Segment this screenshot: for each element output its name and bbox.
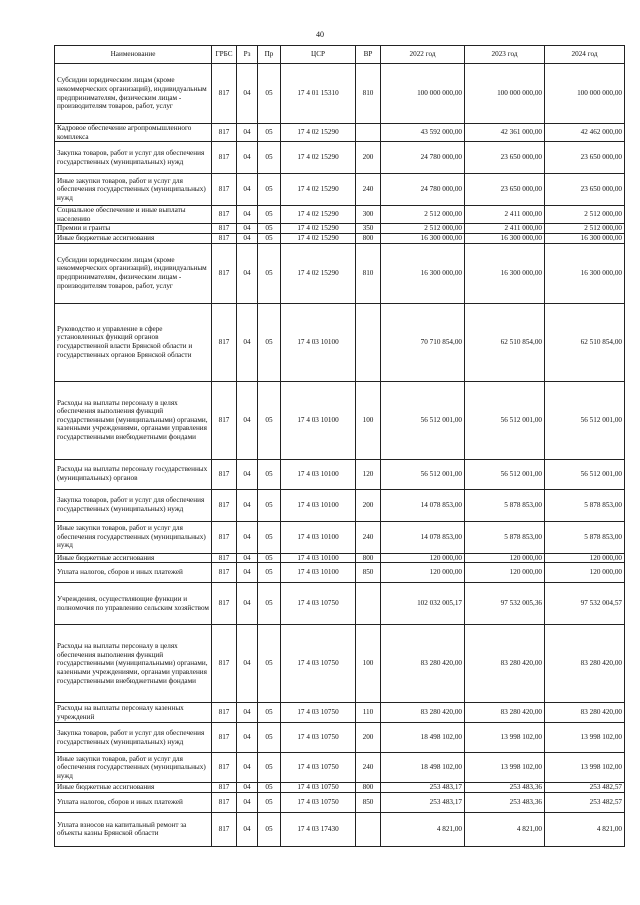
cell-vr bbox=[356, 124, 381, 142]
cell-y2022: 16 300 000,00 bbox=[381, 233, 465, 243]
cell-pr: 05 bbox=[258, 703, 281, 723]
cell-csr: 17 4 03 10100 bbox=[281, 489, 356, 521]
cell-name: Уплата налогов, сборов и иных платежей bbox=[55, 563, 212, 583]
table-row bbox=[55, 553, 625, 563]
cell-pr: 05 bbox=[258, 233, 281, 243]
cell-vr bbox=[356, 303, 381, 381]
cell-pr: 05 bbox=[258, 303, 281, 381]
cell-y2022: 4 821,00 bbox=[381, 812, 465, 846]
cell-pr: 05 bbox=[258, 783, 281, 793]
table-row bbox=[55, 792, 625, 812]
cell-name: Субсидии юридическим лицам (кроме некоммерческих организаций), индивидуальным предпринимателям, физическим лицам - производителям товаров, работ, услуг bbox=[55, 243, 212, 303]
cell-vr: 110 bbox=[356, 703, 381, 723]
cell-rz: 04 bbox=[237, 792, 258, 812]
cell-name: Иные бюджетные ассигнования bbox=[55, 553, 212, 563]
cell-name: Субсидии юридическим лицам (кроме некоммерческих организаций), индивидуальным предпринимателям, физическим лицам - производителям товаров, работ, услуг bbox=[55, 64, 212, 124]
cell-pr: 05 bbox=[258, 521, 281, 553]
cell-csr: 17 4 03 10100 bbox=[281, 521, 356, 553]
cell-y2023: 5 878 853,00 bbox=[465, 489, 545, 521]
header-2022: 2022 год bbox=[381, 46, 465, 64]
cell-vr: 120 bbox=[356, 459, 381, 489]
cell-pr: 05 bbox=[258, 64, 281, 124]
cell-grbs: 817 bbox=[212, 553, 237, 563]
cell-csr: 17 4 03 10100 bbox=[281, 381, 356, 459]
cell-pr: 05 bbox=[258, 124, 281, 142]
cell-rz: 04 bbox=[237, 64, 258, 124]
cell-rz: 04 bbox=[237, 521, 258, 553]
cell-name: Расходы на выплаты персоналу казенных учреждений bbox=[55, 703, 212, 723]
cell-y2022: 83 280 420,00 bbox=[381, 625, 465, 703]
cell-y2023: 83 280 420,00 bbox=[465, 703, 545, 723]
cell-grbs: 817 bbox=[212, 625, 237, 703]
cell-y2022: 18 498 102,00 bbox=[381, 723, 465, 753]
cell-csr: 17 4 01 15310 bbox=[281, 64, 356, 124]
cell-rz: 04 bbox=[237, 625, 258, 703]
cell-y2024: 16 300 000,00 bbox=[545, 243, 625, 303]
cell-vr: 350 bbox=[356, 224, 381, 234]
table-row bbox=[55, 206, 625, 224]
cell-y2022: 56 512 001,00 bbox=[381, 459, 465, 489]
cell-y2024: 5 878 853,00 bbox=[545, 489, 625, 521]
cell-y2022: 14 078 853,00 bbox=[381, 489, 465, 521]
cell-csr: 17 4 03 10100 bbox=[281, 563, 356, 583]
cell-rz: 04 bbox=[237, 812, 258, 846]
cell-y2022: 2 512 000,00 bbox=[381, 206, 465, 224]
cell-name: Иные бюджетные ассигнования bbox=[55, 783, 212, 793]
cell-pr: 05 bbox=[258, 142, 281, 174]
cell-y2022: 18 498 102,00 bbox=[381, 753, 465, 783]
cell-csr: 17 4 03 10100 bbox=[281, 303, 356, 381]
page-number: 40 bbox=[316, 30, 324, 39]
table-row bbox=[55, 381, 625, 459]
table-row bbox=[55, 303, 625, 381]
cell-vr: 200 bbox=[356, 723, 381, 753]
cell-y2023: 120 000,00 bbox=[465, 563, 545, 583]
cell-name: Руководство и управление в сфере установленных функций органов государственной власти Брянской области и государственных органов Брянской области bbox=[55, 303, 212, 381]
cell-name: Расходы на выплаты персоналу государственных (муниципальных) органов bbox=[55, 459, 212, 489]
table-row bbox=[55, 489, 625, 521]
cell-csr: 17 4 03 10750 bbox=[281, 753, 356, 783]
cell-y2022: 83 280 420,00 bbox=[381, 703, 465, 723]
cell-rz: 04 bbox=[237, 243, 258, 303]
cell-name: Иные закупки товаров, работ и услуг для обеспечения государственных (муниципальных) нужд bbox=[55, 521, 212, 553]
cell-y2022: 24 780 000,00 bbox=[381, 174, 465, 206]
cell-rz: 04 bbox=[237, 124, 258, 142]
cell-pr: 05 bbox=[258, 792, 281, 812]
cell-pr: 05 bbox=[258, 723, 281, 753]
cell-pr: 05 bbox=[258, 583, 281, 625]
table-row bbox=[55, 124, 625, 142]
cell-y2024: 100 000 000,00 bbox=[545, 64, 625, 124]
cell-grbs: 817 bbox=[212, 583, 237, 625]
cell-y2023: 5 878 853,00 bbox=[465, 521, 545, 553]
cell-name: Учреждения, осуществляющие функции и полномочия по управлению сельским хозяйством bbox=[55, 583, 212, 625]
header-pr: Пр bbox=[258, 46, 281, 64]
table-row bbox=[55, 243, 625, 303]
cell-y2024: 120 000,00 bbox=[545, 563, 625, 583]
cell-y2022: 120 000,00 bbox=[381, 553, 465, 563]
cell-y2024: 120 000,00 bbox=[545, 553, 625, 563]
cell-y2023: 23 650 000,00 bbox=[465, 174, 545, 206]
cell-y2024: 13 998 102,00 bbox=[545, 723, 625, 753]
cell-vr: 800 bbox=[356, 553, 381, 563]
cell-grbs: 817 bbox=[212, 206, 237, 224]
cell-y2023: 2 411 000,00 bbox=[465, 206, 545, 224]
cell-pr: 05 bbox=[258, 625, 281, 703]
cell-y2023: 16 300 000,00 bbox=[465, 233, 545, 243]
cell-name: Иные закупки товаров, работ и услуг для обеспечения государственных (муниципальных) нужд bbox=[55, 753, 212, 783]
cell-csr: 17 4 02 15290 bbox=[281, 174, 356, 206]
cell-y2022: 102 032 005,17 bbox=[381, 583, 465, 625]
cell-grbs: 817 bbox=[212, 792, 237, 812]
cell-csr: 17 4 02 15290 bbox=[281, 142, 356, 174]
cell-rz: 04 bbox=[237, 142, 258, 174]
cell-y2022: 100 000 000,00 bbox=[381, 64, 465, 124]
cell-rz: 04 bbox=[237, 703, 258, 723]
cell-rz: 04 bbox=[237, 783, 258, 793]
cell-y2023: 56 512 001,00 bbox=[465, 381, 545, 459]
cell-y2023: 253 483,36 bbox=[465, 783, 545, 793]
cell-rz: 04 bbox=[237, 174, 258, 206]
cell-name: Премии и гранты bbox=[55, 224, 212, 234]
cell-csr: 17 4 02 15290 bbox=[281, 233, 356, 243]
cell-y2023: 62 510 854,00 bbox=[465, 303, 545, 381]
cell-y2023: 100 000 000,00 bbox=[465, 64, 545, 124]
cell-rz: 04 bbox=[237, 459, 258, 489]
cell-rz: 04 bbox=[237, 381, 258, 459]
cell-vr: 800 bbox=[356, 233, 381, 243]
cell-y2022: 70 710 854,00 bbox=[381, 303, 465, 381]
cell-grbs: 817 bbox=[212, 224, 237, 234]
cell-y2024: 13 998 102,00 bbox=[545, 753, 625, 783]
cell-pr: 05 bbox=[258, 174, 281, 206]
cell-vr bbox=[356, 583, 381, 625]
cell-y2024: 56 512 001,00 bbox=[545, 381, 625, 459]
cell-y2023: 4 821,00 bbox=[465, 812, 545, 846]
cell-csr: 17 4 03 10750 bbox=[281, 583, 356, 625]
cell-csr: 17 4 03 10100 bbox=[281, 459, 356, 489]
cell-rz: 04 bbox=[237, 753, 258, 783]
cell-y2024: 253 482,57 bbox=[545, 783, 625, 793]
cell-y2023: 13 998 102,00 bbox=[465, 723, 545, 753]
cell-rz: 04 bbox=[237, 723, 258, 753]
table-row bbox=[55, 233, 625, 243]
cell-grbs: 817 bbox=[212, 521, 237, 553]
cell-csr: 17 4 03 10750 bbox=[281, 792, 356, 812]
cell-y2022: 56 512 001,00 bbox=[381, 381, 465, 459]
cell-vr: 100 bbox=[356, 381, 381, 459]
cell-rz: 04 bbox=[237, 233, 258, 243]
cell-vr: 200 bbox=[356, 142, 381, 174]
cell-y2024: 2 512 000,00 bbox=[545, 224, 625, 234]
cell-grbs: 817 bbox=[212, 703, 237, 723]
cell-vr bbox=[356, 812, 381, 846]
cell-name: Кадровое обеспечение агропромышленного комплекса bbox=[55, 124, 212, 142]
table-row bbox=[55, 703, 625, 723]
cell-name: Уплата взносов на капитальный ремонт за объекты казны Брянской области bbox=[55, 812, 212, 846]
cell-y2023: 83 280 420,00 bbox=[465, 625, 545, 703]
cell-y2023: 120 000,00 bbox=[465, 553, 545, 563]
cell-name: Закупка товаров, работ и услуг для обеспечения государственных (муниципальных) нужд bbox=[55, 142, 212, 174]
cell-grbs: 817 bbox=[212, 381, 237, 459]
cell-vr: 100 bbox=[356, 625, 381, 703]
header-2024: 2024 год bbox=[545, 46, 625, 64]
cell-rz: 04 bbox=[237, 553, 258, 563]
cell-y2023: 16 300 000,00 bbox=[465, 243, 545, 303]
table-row bbox=[55, 783, 625, 793]
cell-y2022: 24 780 000,00 bbox=[381, 142, 465, 174]
cell-y2023: 253 483,36 bbox=[465, 792, 545, 812]
cell-csr: 17 4 03 10750 bbox=[281, 723, 356, 753]
cell-pr: 05 bbox=[258, 553, 281, 563]
table-row bbox=[55, 142, 625, 174]
cell-vr: 810 bbox=[356, 243, 381, 303]
cell-y2022: 14 078 853,00 bbox=[381, 521, 465, 553]
cell-y2024: 2 512 000,00 bbox=[545, 206, 625, 224]
cell-y2023: 42 361 000,00 bbox=[465, 124, 545, 142]
header-rz: Рз bbox=[237, 46, 258, 64]
table-row bbox=[55, 563, 625, 583]
table-row bbox=[55, 64, 625, 124]
cell-grbs: 817 bbox=[212, 124, 237, 142]
table-row bbox=[55, 521, 625, 553]
cell-vr: 240 bbox=[356, 174, 381, 206]
cell-rz: 04 bbox=[237, 489, 258, 521]
cell-y2024: 23 650 000,00 bbox=[545, 142, 625, 174]
cell-csr: 17 4 02 15290 bbox=[281, 206, 356, 224]
cell-name: Иные закупки товаров, работ и услуг для обеспечения государственных (муниципальных) нужд bbox=[55, 174, 212, 206]
table-row bbox=[55, 174, 625, 206]
cell-vr: 200 bbox=[356, 489, 381, 521]
cell-y2024: 97 532 004,57 bbox=[545, 583, 625, 625]
table-row bbox=[55, 625, 625, 703]
cell-grbs: 817 bbox=[212, 459, 237, 489]
cell-pr: 05 bbox=[258, 459, 281, 489]
cell-grbs: 817 bbox=[212, 489, 237, 521]
cell-y2024: 83 280 420,00 bbox=[545, 703, 625, 723]
cell-csr: 17 4 03 10750 bbox=[281, 703, 356, 723]
cell-name: Закупка товаров, работ и услуг для обеспечения государственных (муниципальных) нужд bbox=[55, 489, 212, 521]
cell-name: Закупка товаров, работ и услуг для обеспечения государственных (муниципальных) нужд bbox=[55, 723, 212, 753]
table-row bbox=[55, 753, 625, 783]
cell-grbs: 817 bbox=[212, 783, 237, 793]
cell-y2024: 83 280 420,00 bbox=[545, 625, 625, 703]
cell-y2024: 253 482,57 bbox=[545, 792, 625, 812]
cell-rz: 04 bbox=[237, 563, 258, 583]
header-grbs: ГРБС bbox=[212, 46, 237, 64]
cell-rz: 04 bbox=[237, 206, 258, 224]
cell-pr: 05 bbox=[258, 243, 281, 303]
cell-pr: 05 bbox=[258, 206, 281, 224]
cell-y2023: 97 532 005,36 bbox=[465, 583, 545, 625]
cell-csr: 17 4 03 10750 bbox=[281, 783, 356, 793]
cell-csr: 17 4 03 17430 bbox=[281, 812, 356, 846]
cell-y2024: 16 300 000,00 bbox=[545, 233, 625, 243]
cell-y2022: 2 512 000,00 bbox=[381, 224, 465, 234]
cell-y2024: 62 510 854,00 bbox=[545, 303, 625, 381]
cell-y2023: 23 650 000,00 bbox=[465, 142, 545, 174]
cell-y2024: 5 878 853,00 bbox=[545, 521, 625, 553]
table-row bbox=[55, 459, 625, 489]
cell-grbs: 817 bbox=[212, 563, 237, 583]
cell-pr: 05 bbox=[258, 563, 281, 583]
cell-vr: 810 bbox=[356, 64, 381, 124]
cell-grbs: 817 bbox=[212, 812, 237, 846]
cell-y2022: 253 483,17 bbox=[381, 783, 465, 793]
table-row bbox=[55, 583, 625, 625]
cell-y2022: 120 000,00 bbox=[381, 563, 465, 583]
table-row bbox=[55, 224, 625, 234]
cell-name: Социальное обеспечение и иные выплаты населению bbox=[55, 206, 212, 224]
cell-y2024: 42 462 000,00 bbox=[545, 124, 625, 142]
header-2023: 2023 год bbox=[465, 46, 545, 64]
cell-grbs: 817 bbox=[212, 753, 237, 783]
cell-name: Иные бюджетные ассигнования bbox=[55, 233, 212, 243]
cell-vr: 300 bbox=[356, 206, 381, 224]
cell-y2024: 56 512 001,00 bbox=[545, 459, 625, 489]
cell-vr: 850 bbox=[356, 563, 381, 583]
cell-name: Уплата налогов, сборов и иных платежей bbox=[55, 792, 212, 812]
cell-pr: 05 bbox=[258, 753, 281, 783]
cell-y2024: 23 650 000,00 bbox=[545, 174, 625, 206]
table-row bbox=[55, 723, 625, 753]
cell-y2023: 13 998 102,00 bbox=[465, 753, 545, 783]
cell-name: Расходы на выплаты персоналу в целях обеспечения выполнения функций государственными (муниципальными) органами, казенными учреждениями, органами управления государственными внебюджетными фондами bbox=[55, 381, 212, 459]
cell-grbs: 817 bbox=[212, 233, 237, 243]
header-name: Наименование bbox=[55, 46, 212, 64]
cell-grbs: 817 bbox=[212, 142, 237, 174]
cell-grbs: 817 bbox=[212, 64, 237, 124]
cell-pr: 05 bbox=[258, 812, 281, 846]
header-vr: ВР bbox=[356, 46, 381, 64]
cell-vr: 850 bbox=[356, 792, 381, 812]
cell-csr: 17 4 02 15290 bbox=[281, 124, 356, 142]
cell-pr: 05 bbox=[258, 381, 281, 459]
cell-csr: 17 4 03 10750 bbox=[281, 625, 356, 703]
cell-vr: 800 bbox=[356, 783, 381, 793]
cell-vr: 240 bbox=[356, 753, 381, 783]
budget-table bbox=[54, 45, 625, 847]
cell-csr: 17 4 02 15290 bbox=[281, 224, 356, 234]
cell-name: Расходы на выплаты персоналу в целях обеспечения выполнения функций государственными (муниципальными) органами, казенными учреждениями, органами управления государственными внебюджетными фондами bbox=[55, 625, 212, 703]
cell-y2022: 253 483,17 bbox=[381, 792, 465, 812]
cell-y2022: 16 300 000,00 bbox=[381, 243, 465, 303]
cell-rz: 04 bbox=[237, 583, 258, 625]
cell-rz: 04 bbox=[237, 224, 258, 234]
header-row bbox=[55, 46, 625, 64]
cell-grbs: 817 bbox=[212, 303, 237, 381]
cell-rz: 04 bbox=[237, 303, 258, 381]
cell-y2024: 4 821,00 bbox=[545, 812, 625, 846]
cell-pr: 05 bbox=[258, 224, 281, 234]
cell-y2023: 2 411 000,00 bbox=[465, 224, 545, 234]
cell-vr: 240 bbox=[356, 521, 381, 553]
cell-grbs: 817 bbox=[212, 243, 237, 303]
cell-pr: 05 bbox=[258, 489, 281, 521]
header-csr: ЦСР bbox=[281, 46, 356, 64]
cell-grbs: 817 bbox=[212, 174, 237, 206]
cell-csr: 17 4 02 15290 bbox=[281, 243, 356, 303]
cell-grbs: 817 bbox=[212, 723, 237, 753]
cell-y2022: 43 592 000,00 bbox=[381, 124, 465, 142]
cell-csr: 17 4 03 10100 bbox=[281, 553, 356, 563]
cell-y2023: 56 512 001,00 bbox=[465, 459, 545, 489]
table-row bbox=[55, 812, 625, 846]
